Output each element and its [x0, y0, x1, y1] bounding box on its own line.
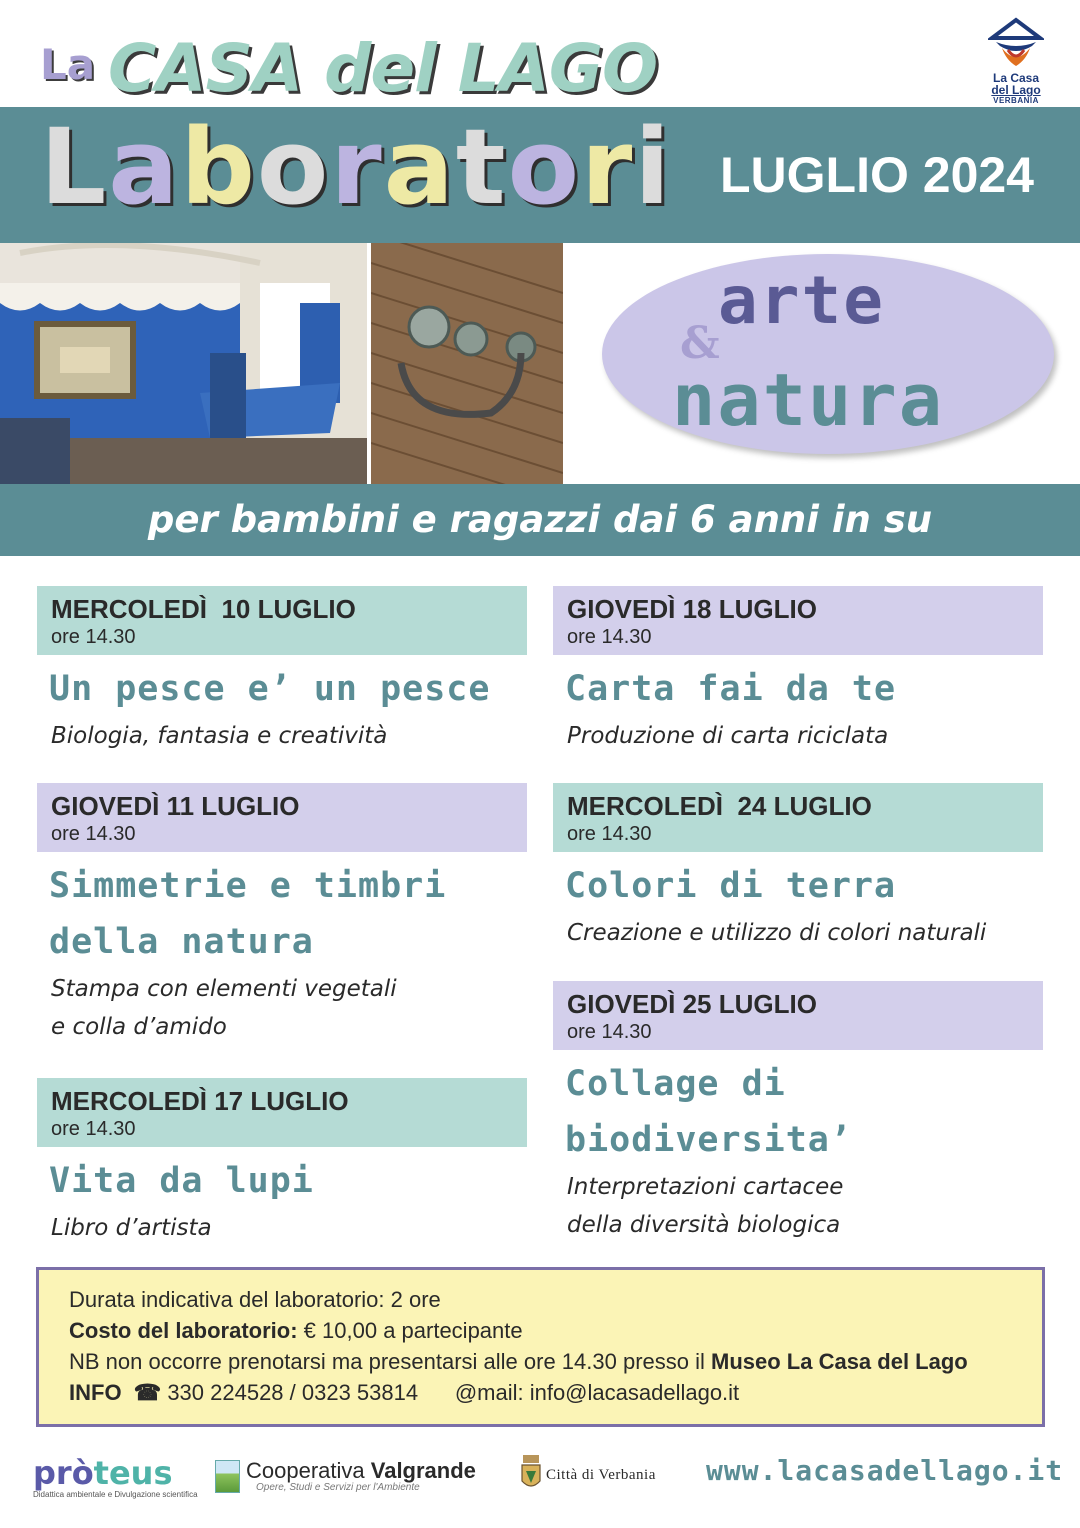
event-date: MERCOLEDÌ 24 LUGLIO	[567, 791, 872, 821]
duration-line: Durata indicativa del laboratorio: 2 ore	[69, 1287, 441, 1312]
cost-line	[69, 1315, 1012, 1346]
museum-logo	[984, 16, 1048, 120]
event-description-line: e colla d’amido	[51, 1014, 227, 1040]
city-name: Città di Verbania	[546, 1467, 656, 1483]
event-date: GIOVEDÌ 11 LUGLIO	[51, 791, 300, 821]
website-link[interactable]: www.lacasadellago.it	[706, 1454, 1064, 1487]
headline-letter: b	[180, 106, 257, 228]
event-time: ore 14.30	[567, 626, 652, 648]
event-header	[37, 586, 527, 655]
event-time: ore 14.30	[567, 1021, 652, 1043]
note-line	[69, 1346, 1012, 1377]
logo-line-3: VERBANIA	[993, 96, 1039, 105]
phone-numbers[interactable]: 330 224528 / 0323 53814	[161, 1380, 419, 1405]
event-header	[37, 783, 527, 852]
event-time: ore 14.30	[567, 823, 652, 845]
event-description	[553, 717, 1043, 755]
event-title-line: Colori di terra	[565, 866, 897, 906]
note-text: NB non occorre prenotarsi ma presentarsi alle ore 14.30 presso il	[69, 1349, 711, 1374]
event-description	[37, 1209, 527, 1247]
headline-letter: a	[108, 106, 181, 228]
event-description-line: Creazione e utilizzo di colori naturali	[567, 920, 987, 946]
event-description	[37, 717, 527, 755]
proteus-name-b: teus	[93, 1454, 173, 1492]
event-header	[553, 586, 1043, 655]
event-description	[37, 970, 527, 1046]
event-card	[37, 783, 527, 1046]
event-description	[553, 914, 1043, 952]
coop-tagline: Opere, Studi e Servizi per l'Ambiente	[256, 1482, 420, 1493]
event-time: ore 14.30	[51, 626, 136, 648]
event-title-line: Un pesce e’ un pesce	[49, 669, 491, 709]
event-header	[37, 1078, 527, 1147]
event-title	[37, 661, 527, 717]
proteus-name-a: prò	[33, 1454, 94, 1492]
headline-letter: L	[40, 106, 109, 228]
event-title-line: biodiversita’	[565, 1120, 852, 1160]
headline-letter: r	[581, 106, 635, 228]
proteus-tagline: Didattica ambientale e Divulgazione scientifica	[33, 1490, 198, 1499]
event-time: ore 14.30	[51, 1118, 136, 1140]
event-card	[553, 783, 1043, 952]
event-description-line: della diversità biologica	[567, 1212, 841, 1238]
event-card	[37, 586, 527, 755]
event-description-line: Produzione di carta riciclata	[567, 723, 889, 749]
cost-value: € 10,00 a partecipante	[297, 1318, 523, 1343]
event-date: MERCOLEDÌ 17 LUGLIO	[51, 1086, 349, 1116]
headline	[40, 106, 672, 228]
info-box	[36, 1267, 1045, 1427]
event-date: MERCOLEDÌ 10 LUGLIO	[51, 594, 356, 624]
museum-interior-photo	[0, 243, 367, 484]
event-title-line: Carta fai da te	[565, 669, 897, 709]
theme-ampersand: &	[680, 318, 720, 369]
event-card	[553, 586, 1043, 755]
event-card	[553, 981, 1043, 1244]
city-crest-icon	[520, 1453, 542, 1493]
event-title	[37, 1153, 527, 1209]
landscape-icon	[215, 1460, 240, 1493]
event-title-line: Simmetrie e timbri	[49, 866, 447, 906]
event-time: ore 14.30	[51, 823, 136, 845]
event-description-line: Stampa con elementi vegetali	[51, 976, 397, 1002]
headline-letter: o	[507, 106, 582, 228]
theme-word-natura: natura	[672, 358, 945, 442]
headline-letter: t	[455, 106, 508, 228]
event-card	[37, 1078, 527, 1247]
cost-label: Costo del laboratorio:	[69, 1318, 298, 1343]
event-date: GIOVEDÌ 18 LUGLIO	[567, 594, 817, 624]
event-title	[553, 1056, 1043, 1168]
headline-letter: o	[256, 106, 331, 228]
event-description	[553, 1168, 1043, 1244]
proteus-logo	[33, 1456, 198, 1499]
headline-letter: r	[330, 106, 384, 228]
brand-title: CASA del LAGO	[108, 30, 658, 107]
event-header	[553, 783, 1043, 852]
event-title-line: della natura	[49, 922, 314, 962]
headline-letter: a	[383, 106, 456, 228]
event-description-line: Biologia, fantasia e creatività	[51, 723, 388, 749]
event-title-line: Collage di	[565, 1064, 786, 1104]
event-date: GIOVEDÌ 25 LUGLIO	[567, 989, 817, 1019]
event-description-line: Libro d’artista	[51, 1215, 212, 1241]
logo-line-1: La Casa	[992, 71, 1040, 85]
info-label: INFO	[69, 1380, 122, 1405]
coop-prefix: Cooperativa	[246, 1458, 371, 1483]
event-header	[553, 981, 1043, 1050]
event-title	[553, 858, 1043, 914]
email-address[interactable]: @mail: info@lacasadellago.it	[454, 1380, 740, 1405]
coop-name: Valgrande	[370, 1458, 476, 1483]
note-place: Museo La Casa del Lago	[711, 1349, 968, 1374]
logo-line-2: del Lago	[991, 83, 1041, 97]
audience-text: per bambini e ragazzi dai 6 anni in su	[147, 498, 933, 541]
headline-letter: i	[634, 106, 672, 228]
door-handle-photo	[371, 243, 563, 484]
event-title	[553, 661, 1043, 717]
brand-prefix: La	[40, 40, 96, 89]
phone-icon: ☎	[133, 1380, 162, 1405]
contact-line	[69, 1377, 1012, 1408]
event-description-line: Interpretazioni cartacee	[567, 1174, 844, 1200]
event-title	[37, 858, 527, 970]
month-label: LUGLIO 2024	[720, 147, 1034, 203]
lake-house-icon	[988, 16, 1044, 72]
theme-word-arte: arte	[718, 262, 885, 339]
event-title-line: Vita da lupi	[49, 1161, 314, 1201]
